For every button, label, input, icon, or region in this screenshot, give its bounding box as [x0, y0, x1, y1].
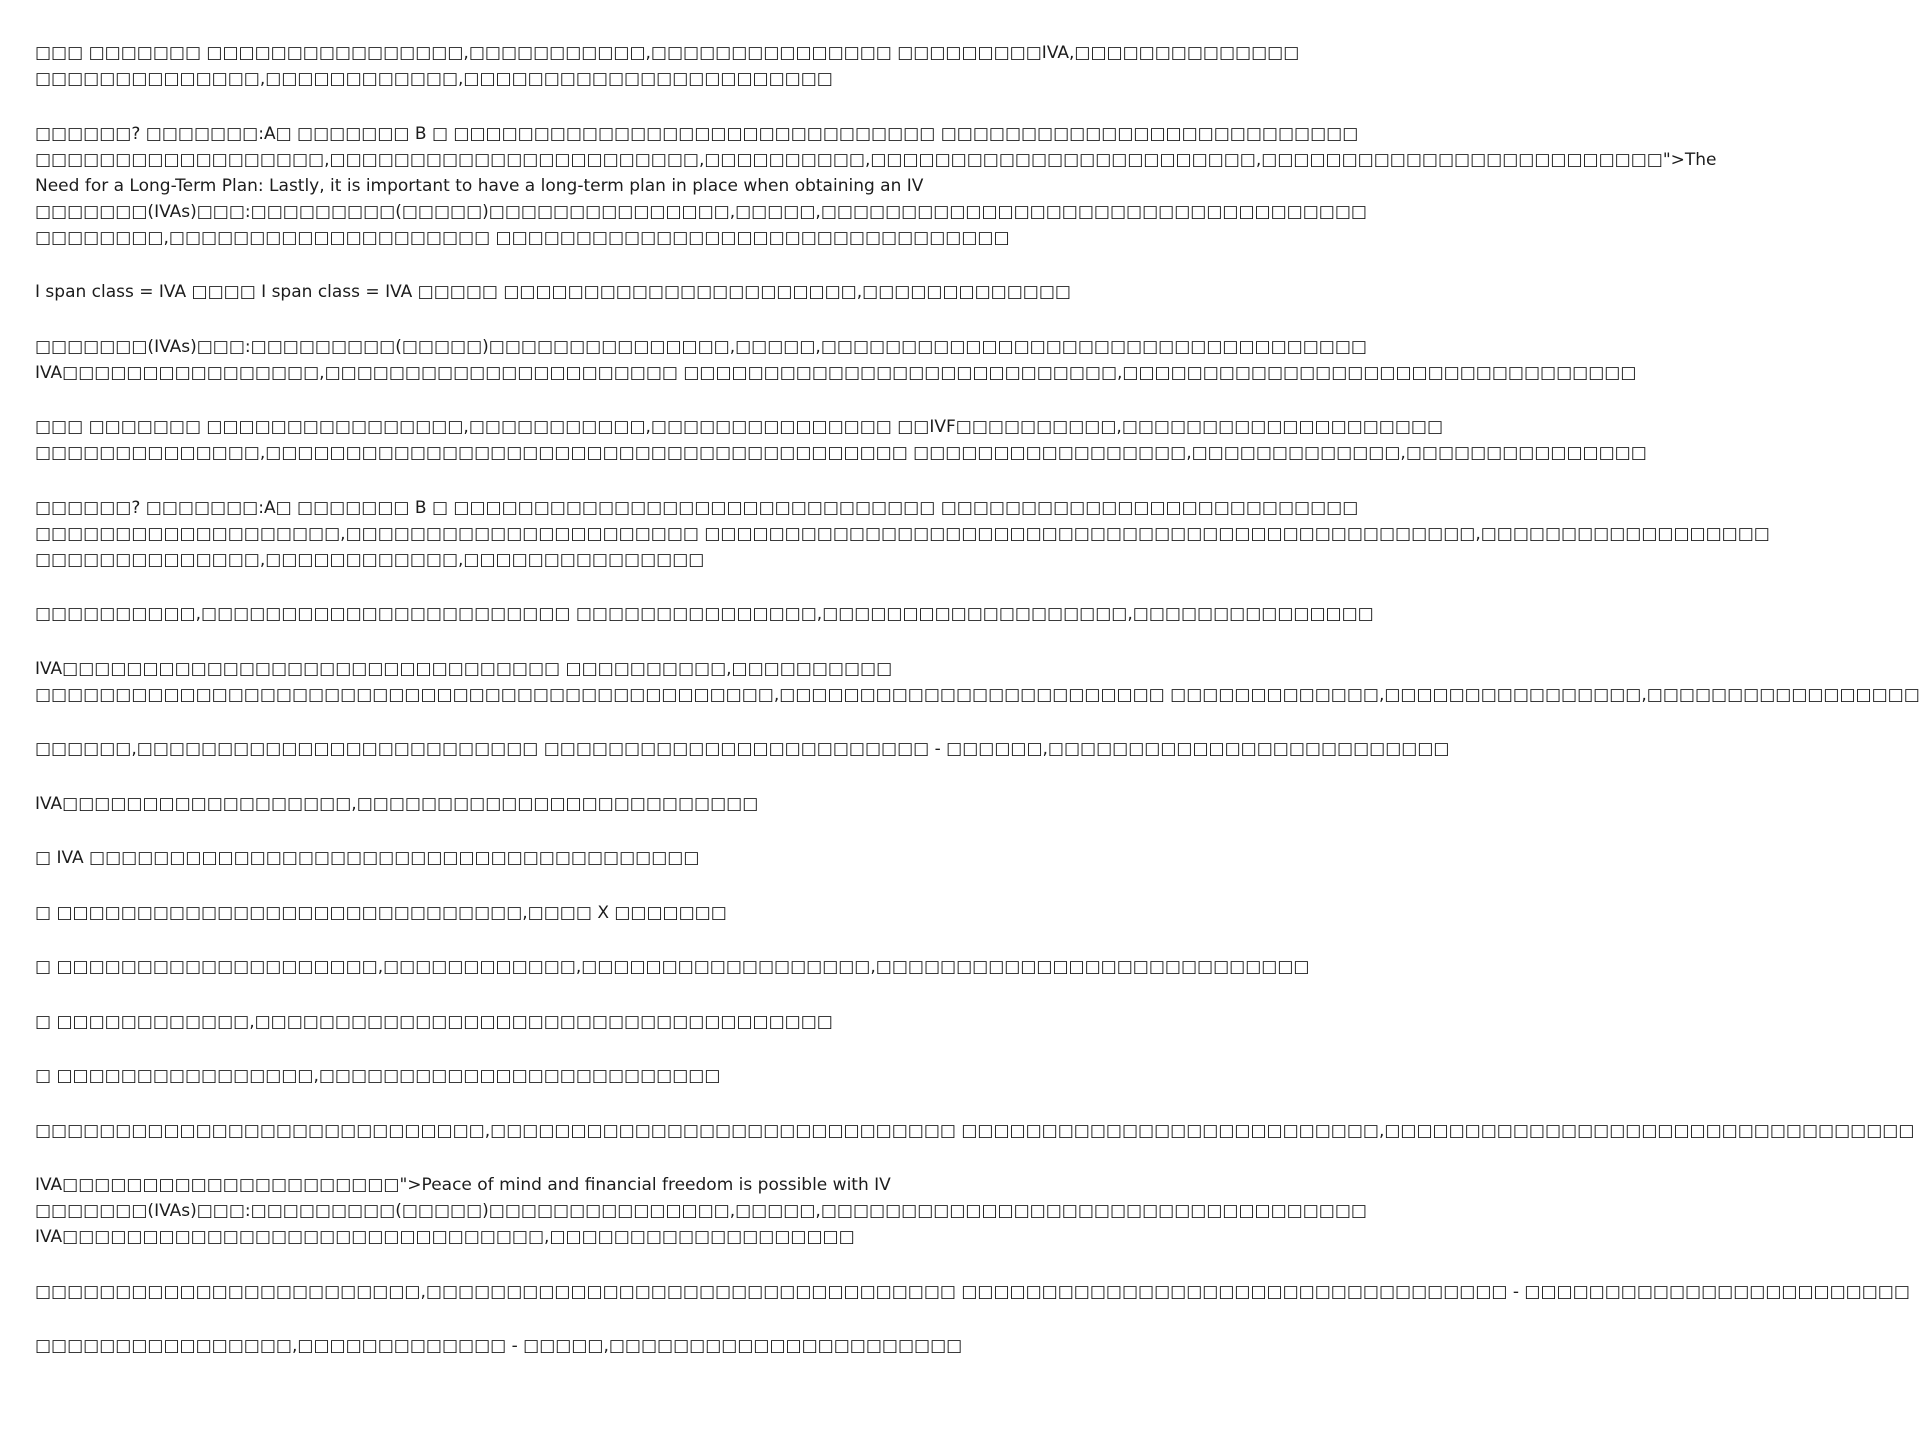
- text-line: IVA□□□□□□□□□□□□□□□□,□□□□□□□□□□□□□□□□□□□□□□ □□□□□□□□□□□□□□□□□□□□□□□□□□□,□□□□□□□□□□□□□□□□□□□□□□□□□□□□□□□□: [35, 362, 1637, 383]
- text-line: □□□□□□,□□□□□□□□□□□□□□□□□□□□□□□□□ □□□□□□□□□□□□□□□□□□□□□□□□ - □□□□□□,□□□□□□□□□□□□□□□□□□□□□□□□□: [35, 739, 1450, 759]
- bullet-item: [35, 1009, 990, 1035]
- text-line: □ □□□□□□□□□□□□□□□□□□□□□□□□□□□□□,□□□□ X □□□□□□□: [35, 902, 727, 923]
- text-line: IVA□□□□□□□□□□□□□□□□□□,□□□□□□□□□□□□□□□□□□□□□□□□□: [35, 793, 759, 814]
- paragraph: [35, 791, 990, 817]
- paragraph: [35, 1172, 1367, 1250]
- text-line: □ □□□□□□□□□□□□,□□□□□□□□□□□□□□□□□□□□□□□□□□□□□□□□□□□□: [35, 1011, 833, 1032]
- text-line: IVA□□□□□□□□□□□□□□□□□□□□□□□□□□□□□□□ □□□□□□□□□□,□□□□□□□□□□: [35, 658, 893, 679]
- text-line: □□□□□□□□□□□□□□,□□□□□□□□□□□□,□□□□□□□□□□□□□□□□□□□□□□□: [35, 69, 833, 89]
- text-line: □□□□□□? □□□□□□□:A□ □□□□□□□ B □ □□□□□□□□□□□□□□□□□□□□□□□□□□□□□□ □□□□□□□□□□□□□□□□□□□□□□□□□□: [35, 123, 1359, 144]
- text-line: □□□□□□□□,□□□□□□□□□□□□□□□□□□□□ □□□□□□□□□□□□□□□□□□□□□□□□□□□□□□□□: [35, 227, 1010, 248]
- text-line: □□□□□□□(IVAs)□□□:□□□□□□□□□(□□□□□)□□□□□□□□□□□□□□□,□□□□□,□□□□□□□□□□□□□□□□□□□□□□□□□□□□□□□□□□: [35, 1201, 1367, 1221]
- text-line: □□□ □□□□□□□ □□□□□□□□□□□□□□□□,□□□□□□□□□□□,□□□□□□□□□□□□□□□ □□IVF□□□□□□□□□□,□□□□□□□□□□□□□□□□□□□□: [35, 417, 1444, 437]
- text-line: □□□□□□? □□□□□□□:A□ □□□□□□□ B □ □□□□□□□□□□□□□□□□□□□□□□□□□□□□□□ □□□□□□□□□□□□□□□□□□□□□□□□□□: [35, 497, 1359, 518]
- text-line: □□□□□□□□□□□□□□□□□□□□□□□□,□□□□□□□□□□□□□□□□□□□□□□□□□□□□□□□□□ □□□□□□□□□□□□□□□□□□□□□□□□□□□□□□□□□□ - □□□□□□□□□□□□□□□□□□□□□□□□: [35, 1281, 1910, 1302]
- text-line: □ □□□□□□□□□□□□□□□□□□□□,□□□□□□□□□□□□,□□□□□□□□□□□□□□□□□□,□□□□□□□□□□□□□□□□□□□□□□□□□□□: [35, 957, 1310, 977]
- paragraph: [35, 414, 1647, 466]
- text-line: □□□□□□□□□□□□□□□□□□□,□□□□□□□□□□□□□□□□□□□□□□ □□□□□□□□□□□□□□□□□□□□□□□□□□□□□□□□□□□□□□□□□□□□□□□□,□□□□□□□□□□□□□□□□□□: [35, 523, 1770, 544]
- text-line: □□□□□□□□□□□□□□□□□□□□□□□□□□□□,□□□□□□□□□□□□□□□□□□□□□□□□□□□□□ □□□□□□□□□□□□□□□□□□□□□□□□□□,□□□□□□□□□□□□□□□□□□□□□□□□□□□□□□□□□: [35, 1120, 1915, 1141]
- text-line: □□□□□□□(IVAs)□□□:□□□□□□□□□(□□□□□)□□□□□□□□□□□□□□□,□□□□□,□□□□□□□□□□□□□□□□□□□□□□□□□□□□□□□□□□: [35, 201, 1367, 222]
- paragraph: [35, 334, 1637, 386]
- text-line: □ □□□□□□□□□□□□□□□□,□□□□□□□□□□□□□□□□□□□□□□□□□: [35, 1066, 721, 1086]
- bullet-item: [35, 1063, 990, 1089]
- text-line: IVA□□□□□□□□□□□□□□□□□□□□□">Peace of mind and financial freedom is possible with IV: [35, 1175, 891, 1195]
- paragraph: [35, 279, 1071, 305]
- document-body: [35, 40, 1920, 1388]
- paragraph: [35, 495, 1770, 573]
- text-line: □□□ □□□□□□□ □□□□□□□□□□□□□□□□,□□□□□□□□□□□,□□□□□□□□□□□□□□□ □□□□□□□□□IVA,□□□□□□□□□□□□□□: [35, 43, 1300, 63]
- text-line: I span class = IVA □□□□ I span class = IVA □□□□□ □□□□□□□□□□□□□□□□□□□□□□,□□□□□□□□□□□□□: [35, 282, 1071, 302]
- text-line: □□□□□□□□□□,□□□□□□□□□□□□□□□□□□□□□□□ □□□□□□□□□□□□□□□,□□□□□□□□□□□□□□□□□□□,□□□□□□□□□□□□□□□: [35, 604, 1374, 624]
- paragraph: [35, 1118, 1915, 1144]
- paragraph: [35, 1279, 1910, 1305]
- text-line: Need for a Long-Term Plan: Lastly, it is important to have a long-term plan in place when obtaining an IV: [35, 175, 924, 196]
- paragraph: [35, 656, 1920, 708]
- paragraph: [35, 121, 1717, 251]
- bullet-item: [35, 845, 990, 871]
- bullet-item: [35, 954, 1310, 980]
- bullet-item: [35, 900, 990, 926]
- text-line: IVA□□□□□□□□□□□□□□□□□□□□□□□□□□□□□□,□□□□□□□□□□□□□□□□□□□: [35, 1227, 855, 1247]
- text-line: □□□□□□□□□□□□□□□□□□□□□□□□□□□□□□□□□□□□□□□□□□□□□□,□□□□□□□□□□□□□□□□□□□□□□□□ □□□□□□□□□□□□□,□□□□□□□□□□□□□□□□,□□□□□□□□□□□□□□□□□: [35, 684, 1920, 705]
- text-line: □ IVA □□□□□□□□□□□□□□□□□□□□□□□□□□□□□□□□□□□□□□: [35, 848, 700, 868]
- text-line: □□□□□□□□□□□□□□□□□□,□□□□□□□□□□□□□□□□□□□□□□□,□□□□□□□□□□,□□□□□□□□□□□□□□□□□□□□□□□□,□□□□□□□□□□□□□□□□□□□□□□□□□">The: [35, 149, 1717, 170]
- paragraph: [35, 601, 1374, 627]
- paragraph: [35, 1333, 990, 1359]
- text-line: □□□□□□□□□□□□□□□□,□□□□□□□□□□□□□ - □□□□□,□□□□□□□□□□□□□□□□□□□□□□: [35, 1336, 963, 1356]
- paragraph: [35, 736, 1450, 762]
- text-line: □□□□□□□□□□□□□□,□□□□□□□□□□□□□□□□□□□□□□□□□□□□□□□□□□□□□□□□ □□□□□□□□□□□□□□□□□,□□□□□□□□□□□□□,□□□□□□□□□□□□□□□: [35, 443, 1647, 463]
- text-line: □□□□□□□□□□□□□□,□□□□□□□□□□□□,□□□□□□□□□□□□□□□: [35, 549, 705, 570]
- text-line: □□□□□□□(IVAs)□□□:□□□□□□□□□(□□□□□)□□□□□□□□□□□□□□□,□□□□□,□□□□□□□□□□□□□□□□□□□□□□□□□□□□□□□□□□: [35, 336, 1367, 357]
- paragraph: [35, 40, 1300, 92]
